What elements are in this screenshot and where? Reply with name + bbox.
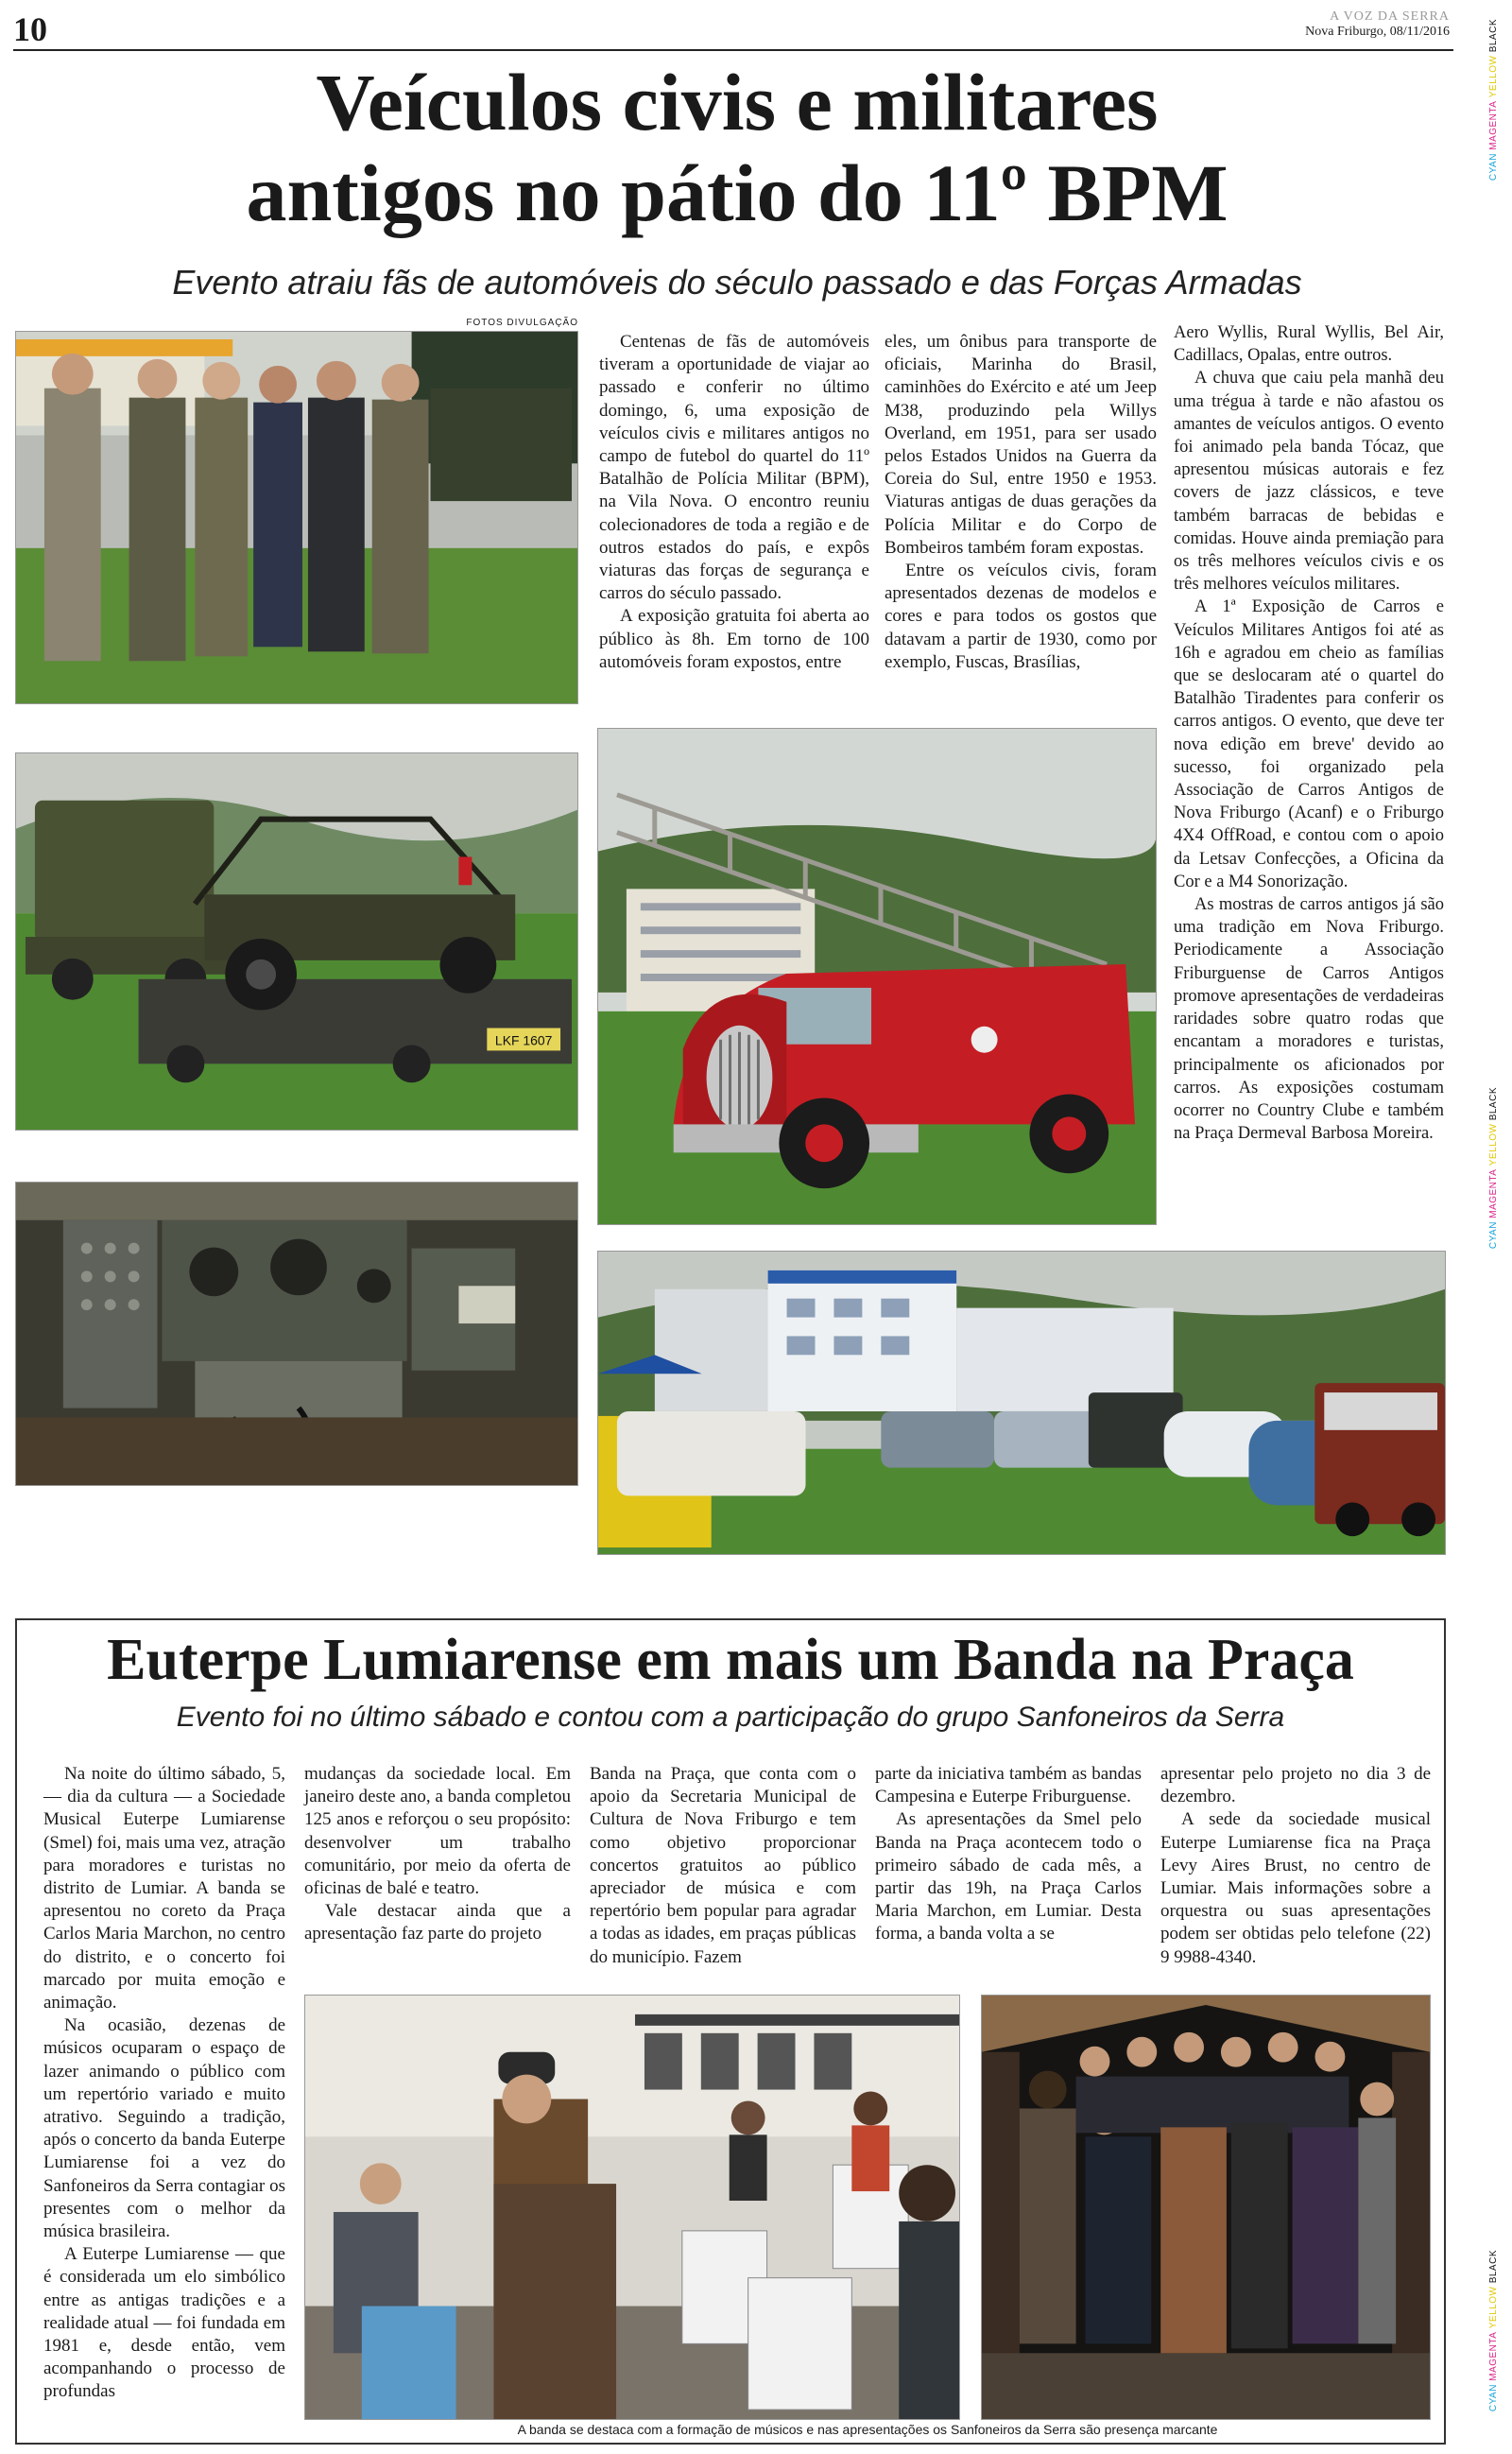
article1-headline: Veículos civis e militares antigos no pátio do 11º BPM	[246, 57, 1228, 239]
article1-subtitle: Evento atraiu fãs de automóveis do século passado e das Forças Armadas	[172, 263, 1302, 302]
photo-credit: FOTOS DIVULGAÇÃO	[466, 318, 578, 328]
article2-col5-para1: apresentar pelo projeto no dia 3 de dezembro.	[1160, 1764, 1431, 1807]
article1-col3-para2: A chuva que caiu pela manhã deu uma trégua à tarde e não afastou os amantes de veículos antigos. O evento foi animado pela banda Tócaz, que apresentou músicas autorais e fez covers de jazz clássicos, e teve também barracas de bebidas e comidas. Houve ainda premiação para os três melhores veículos civis e os três melhores veículos militares.	[1174, 369, 1444, 595]
header-rule	[13, 49, 1453, 51]
photo-fire-truck	[597, 728, 1157, 1225]
article2-column-3	[590, 1763, 856, 1969]
photo-cars-exhibition	[597, 1251, 1446, 1555]
color-bar-bottom: CYAN MAGENTA YELLOW BLACK	[1488, 2250, 1499, 2412]
photo-military-vehicles	[15, 752, 578, 1131]
article1-column-2	[885, 331, 1157, 674]
photo-band-performance	[304, 1995, 960, 2420]
article1-col3-para1: Aero Wyllis, Rural Wyllis, Bel Air, Cadillacs, Opalas, entre outros.	[1174, 323, 1444, 366]
article1-column-1	[599, 331, 869, 674]
article2-column-4	[875, 1763, 1142, 1946]
article1-col2-para2: Entre os veículos civis, foram apresentados dezenas de modelos e cores e para todos os gostos que datavam a partir de 1930, como por exemplo, Fuscas, Brasílias,	[885, 561, 1157, 672]
article2-col3-para1: Banda na Praça, que conta com o apoio da Secretaria Municipal de Cultura de Nova Friburgo e tem como objetivo proporcionar concertos gratuitos ao público apreciador de música e com repertório bem popular para agradar a todas as idades, em praças públicas do município. Fazem	[590, 1764, 856, 1967]
article2-col1-para2: Na ocasião, dezenas de músicos ocuparam o espaço de lazer animando o público com um repertório variado e muito atrativo. Seguindo a tradição, após o concerto da banda Euterpe Lumiarense foi a vez do Sanfoneiros da Serra contagiar os presentes com o melhor da música brasileira.	[43, 2015, 285, 2242]
photo-sanfoneiros-group	[981, 1995, 1431, 2420]
article1-column-3	[1174, 321, 1444, 1145]
article2-col4-para2: As apresentações da Smel pelo Banda na Praça acontecem todo o primeiro sábado de cada mês, a partir das 19h, na Praça Carlos Maria Marchon, em Lumiar. Desta forma, a banda volta a se	[875, 1809, 1142, 1944]
svg-text:LKF 1607: LKF 1607	[494, 1032, 553, 1048]
article2-headline: Euterpe Lumiarense em mais um Banda na Praça	[107, 1628, 1354, 1692]
photo-group-collectors	[15, 331, 578, 704]
article2-column-2	[304, 1763, 571, 1946]
publication-header	[1305, 9, 1450, 40]
article2-column-1	[43, 1763, 285, 2404]
article1-col2-para1: eles, um ônibus para transporte de oficiais, Marinha do Brasil, caminhões do Exército e até um Jeep M38, produzindo pela Willys Overland, em 1951, para ser usado pelos Estados Unidos na Guerra da Coreia do Sul, entre 1950 e 1953. Viaturas antigas de duas gerações da Polícia Militar e do Corpo de Bombeiros também foram expostas.	[885, 332, 1157, 558]
article2-photo-caption: A banda se destaca com a formação de músicos e nas apresentações os Sanfoneiros da Serra são presença marcante	[517, 2422, 1218, 2437]
article1-col3-para3: A 1ª Exposição de Carros e Veículos Militares Antigos foi até as 16h e agradou em cheio as famílias que se deslocaram até o quartel do Batalhão Tiradentes para conferir os carros antigos. O evento, que deve ter nova edição em breve' devido ao sucesso, foi organizado pela Associação de Carros Antigos de Nova Friburgo (Acanf) e o Friburgo 4X4 OffRoad, e contou com o apoio da Letsav Confecções, a Oficina da Cor e a M4 Sonorização.	[1174, 597, 1444, 891]
article2-col1-para1: Na noite do último sábado, 5, — dia da cultura — a Sociedade Musical Euterpe Lumiarense (Smel) foi, mais uma vez, atração para moradores e turistas no distrito de Lumiar. A banda se apresentou no coreto da Praça Carlos Maria Marchon, no centro do distrito, e o concerto foi marcado por muita emoção e animação.	[43, 1764, 285, 2013]
article2-col5-para2: A sede da sociedade musical Euterpe Lumiarense fica na Praça Levy Aires Brust, no centro de Lumiar. Mais informações sobre a orquestra ou suas apresentações podem ser obtidas pelo telefone (22) 9 9988-4340.	[1160, 1809, 1431, 1967]
article2-col2-para1: mudanças da sociedade local. Em janeiro deste ano, a banda completou 125 anos e reforçou o seu propósito: desenvolver um trabalho comunitário, por meio da oferta de oficinas de balé e teatro.	[304, 1764, 571, 1899]
color-bar-middle: CYAN MAGENTA YELLOW BLACK	[1488, 1087, 1499, 1250]
article2-col4-para1: parte da iniciativa também as bandas Campesina e Euterpe Friburguense.	[875, 1764, 1142, 1807]
article1-col1-para2: A exposição gratuita foi aberta ao público às 8h. Em torno de 100 automóveis foram expostos, entre	[599, 606, 869, 672]
article2-col2-para2: Vale destacar ainda que a apresentação faz parte do projeto	[304, 1901, 571, 1944]
publication-date: Nova Friburgo, 08/11/2016	[1305, 25, 1450, 39]
article2-col1-para3: A Euterpe Lumiarense — que é considerada um elo simbólico entre as antigas tradições e a realidade atual — foi fundada em 1981 e, desde então, vem acompanhando o processo de profundas	[43, 2244, 285, 2402]
article2-column-5	[1160, 1763, 1431, 1969]
photo-military-radio	[15, 1182, 578, 1486]
article2-subtitle: Evento foi no último sábado e contou com a participação do grupo Sanfoneiros da Serra	[176, 1702, 1285, 1733]
page-number: 10	[13, 10, 47, 48]
color-bar-top: CYAN MAGENTA YELLOW BLACK	[1488, 19, 1499, 181]
article1-col3-para4: As mostras de carros antigos já são uma tradição em Nova Friburgo. Periodicamente a Associação Friburguense de Carros Antigos promove apresentações de verdadeiras raridades sobre quatro rodas que encantam a moradores e turistas, principalmente os aficionados por carros. As exposições costumam ocorrer no Country Clube e também na Praça Dermeval Barbosa Moreira.	[1174, 895, 1444, 1144]
publication-name: A VOZ DA SERRA	[1330, 9, 1450, 24]
article1-col1-para1: Centenas de fãs de automóveis tiveram a oportunidade de viajar ao passado e conferir no último domingo, 6, uma exposição de veículos civis e militares antigos no campo de futebol do quartel do 11º Batalhão de Polícia Militar (BPM), na Vila Nova. O encontro reuniu colecionadores de toda a região e de outros estados do país, e expôs viaturas das forças de segurança e carros do século passado.	[599, 332, 869, 604]
